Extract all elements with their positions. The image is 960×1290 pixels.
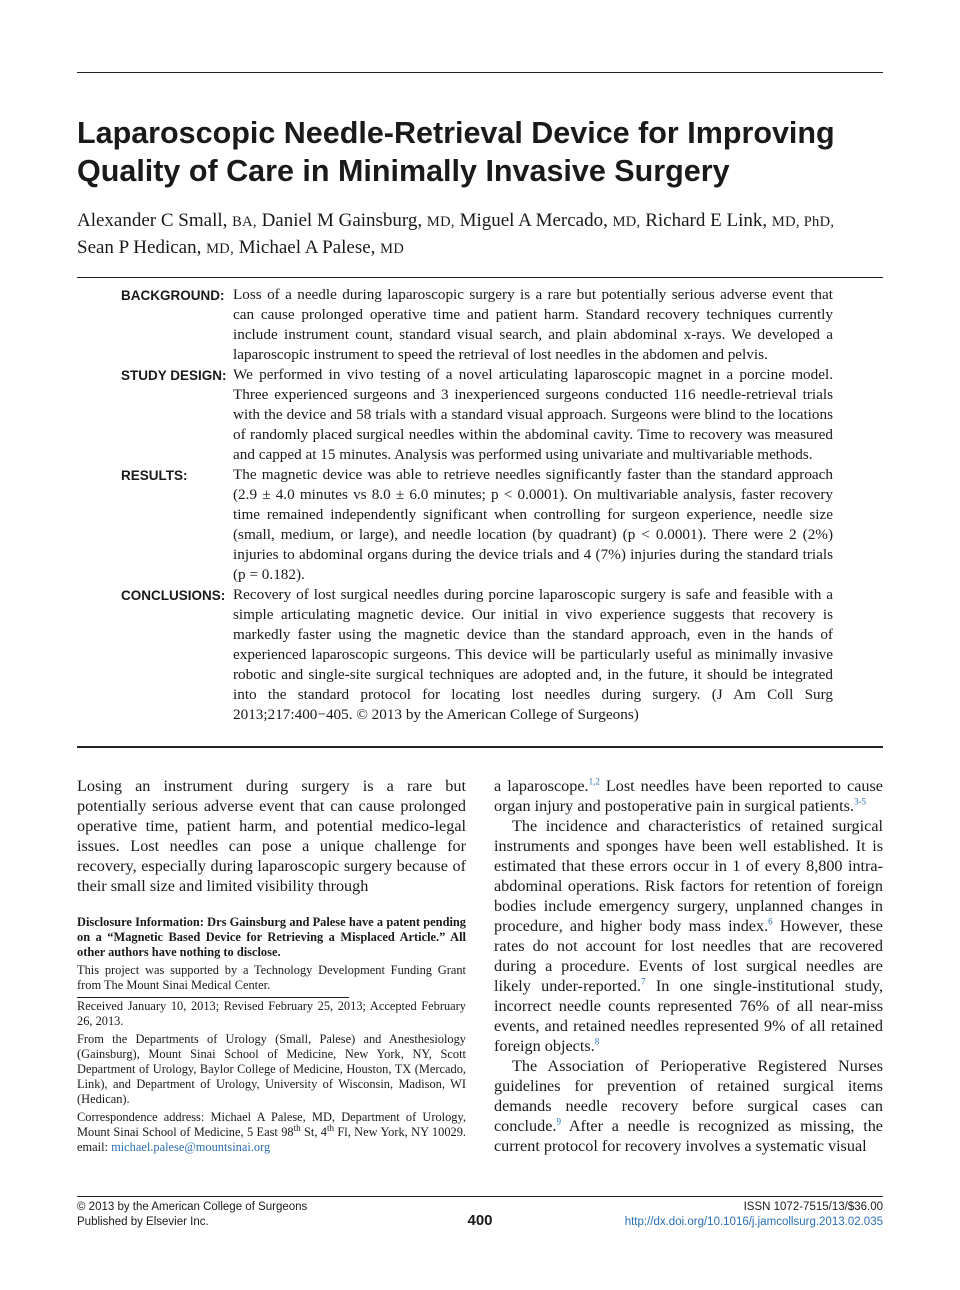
reference-link[interactable]: 6 [768, 916, 773, 927]
affiliations-note: From the Departments of Urology (Small, Palese) and Anesthesiology (Gainsburg), Mount Sinai School of Medicine, New York, NY, Scott Department of Urology, Baylor College of Medicine, Houston, TX (Mercado, Link), and Department of Urology, University of Wisconsin, Madison, WI (Hedican). [77, 1032, 466, 1106]
author-degree: MD, [426, 214, 455, 230]
abstract-text: We performed in vivo testing of a novel articulating laparoscopic magnet in a porcine model. Three experienced surgeons and 3 inexperienced surgeons conducted 116 needle-retrieval trials with the device and 58 trials with a standard visual approach. Surgeons were blind to the locations of randomly placed surgical needles within the abdominal cavity. Time to recovery was measured and capped at 15 minutes. Analysis was performed using univariate and multivariable methods. [233, 366, 833, 463]
reference-link[interactable]: 1,2 [588, 776, 600, 787]
funding-note: This project was supported by a Technology Development Funding Grant from The Mount Sinai Medical Center. [77, 963, 466, 992]
abstract-label: BACKGROUND: [121, 288, 225, 303]
body-column-right [494, 776, 883, 1156]
author-name: Alexander C Small, [77, 210, 228, 231]
author-list [77, 208, 887, 262]
footer-rule [77, 1196, 883, 1197]
abstract [77, 285, 883, 725]
author-name: Miguel A Mercado, [459, 210, 608, 231]
abstract-section-background [77, 285, 883, 365]
reference-link[interactable]: 8 [594, 1036, 600, 1047]
abstract-text: Loss of a needle during laparoscopic surgery is a rare but potentially serious adverse event that can cause prolonged operative time and patient harm. Standard recovery techniques currently include instrument count, standard visual search, and plain abdominal x-rays. We developed a laparoscopic instrument to speed the retrieval of lost needles in the abdomen and pelvis. [233, 286, 833, 363]
article-title: Laparoscopic Needle-Retrieval Device for Improving Quality of Care in Minimally Invasive Surgery [77, 116, 835, 188]
body-paragraph: The Association of Perioperative Registered Nurses guidelines for prevention of retained surgical items demands needle recovery before surgical cases can conclude.$^9$ After a needle is recognized as missing, the current protocol for recovery involves a systematic visual [494, 1057, 883, 1155]
author-degree: MD, [612, 214, 641, 230]
disclosure-note: Disclosure Information: Drs Gainsburg and Palese have a patent pending on a “Magnetic Based Device for Retrieving a Misplaced Article.” All other authors have nothing to disclose. [77, 915, 466, 959]
body-paragraph: a laparoscope.$^{1,2}$ Lost needles have been reported to cause organ injury and postoperative pain in surgical patients.$^{3-5}$ [494, 776, 883, 815]
reference-link[interactable]: 3-5 [853, 796, 866, 807]
author-degree: MD, [206, 241, 234, 257]
abstract-label: STUDY DESIGN: [121, 368, 227, 383]
abstract-top-rule [77, 277, 883, 278]
abstract-label: CONCLUSIONS: [121, 588, 226, 603]
author-name: Michael A Palese, [238, 237, 376, 258]
body-paragraph: The incidence and characteristics of retained surgical instruments and sponges have been well established. It is estimated that these errors occur in 1 of every 8,800 intra-abdominal operations. Risk factors for retention of foreign bodies include emergency surgery, unplanned changes in procedure, and higher body mass index.$^6$ However, these rates do not account for lost needles that are recovered during a procedure. Events of lost surgical needles are likely under-reported.$^7$ In one single-institutional study, incorrect needle counts represented 76% of all near-miss events, and retained needles represented 9% of all retained foreign objects.$^8$ [494, 817, 883, 1055]
abstract-section-conclusions [77, 585, 883, 725]
author-name: Sean P Hedican, [77, 237, 202, 258]
correspondence-note: Correspondence address: Michael A Palese, MD, Department of Urology, Mount Sinai School of Medicine, 5 East 98th St, 4th Fl, New York, NY 10029. email: michael.palese@mountsinai.org [77, 1110, 467, 1154]
footer-right [625, 1200, 883, 1230]
issn-line: ISSN 1072-7515/13/$36.00 [743, 1201, 883, 1213]
top-rule [77, 72, 883, 73]
author-degree: MD, PhD, [771, 214, 835, 230]
abstract-text: Recovery of lost surgical needles during porcine laparoscopic surgery is safe and feasible with a simple articulating magnetic device. Our initial in vivo experience suggests that recovery is markedly faster using the magnetic device than the standard approach, even in the hands of experienced laparoscopic surgeons. This device will be particularly useful as minimally invasive robotic and single-site surgical techniques are adopted and, in the future, it should be integrated into the standard protocol for locating lost needles during surgery. (J Am Coll Surg 2013;217:400−405. © 2013 by the American College of Surgeons) [233, 586, 833, 723]
reference-link[interactable]: 9 [556, 1116, 561, 1127]
email-link[interactable]: michael.palese@mountsinai.org [111, 1140, 271, 1154]
abstract-bottom-rule [77, 746, 883, 748]
body-paragraph: Losing an instrument during surgery is a rare but potentially serious adverse event that can cause prolonged operative time, patient harm, and potential medico-legal issues. Lost needles can pose a unique challenge for recovery, especially during laparoscopic surgery because of their small size and limited visibility through [77, 777, 466, 895]
notes-divider [77, 997, 349, 998]
article-notes [77, 915, 466, 1158]
received-dates: Received January 10, 2013; Revised February 25, 2013; Accepted February 26, 2013. [77, 999, 466, 1028]
abstract-text: The magnetic device was able to retrieve needles significantly faster than the standard approach (2.9 ± 4.0 minutes vs 8.0 ± 6.0 minutes; p < 0.0001). On multivariable analysis, faster recovery time remained independently significant when controlling for surgeon experience, needle size (small, medium, or large), and needle location (by quadrant) (p < 0.0001). There were 2 (2%) injuries to abdominal organs during the device trials and 4 (7%) injuries during the standard trials (p = 0.182). [233, 466, 833, 583]
author-degree: MD [380, 241, 405, 257]
author-name: Richard E Link, [645, 210, 768, 231]
doi-link[interactable]: http://dx.doi.org/10.1016/j.jamcollsurg.2013.02.035 [624, 1216, 883, 1228]
copyright-line: © 2013 by the American College of Surgeons [77, 1201, 308, 1213]
body-column-left [77, 776, 466, 896]
page-number: 400 [467, 1212, 493, 1229]
abstract-section-results [77, 465, 883, 585]
author-name: Daniel M Gainsburg, [261, 210, 423, 231]
abstract-section-study-design [77, 365, 883, 465]
reference-link[interactable]: 7 [641, 976, 646, 987]
abstract-label: RESULTS: [121, 468, 188, 483]
publisher-line: Published by Elsevier Inc. [77, 1216, 209, 1228]
author-degree: BA, [232, 214, 257, 230]
